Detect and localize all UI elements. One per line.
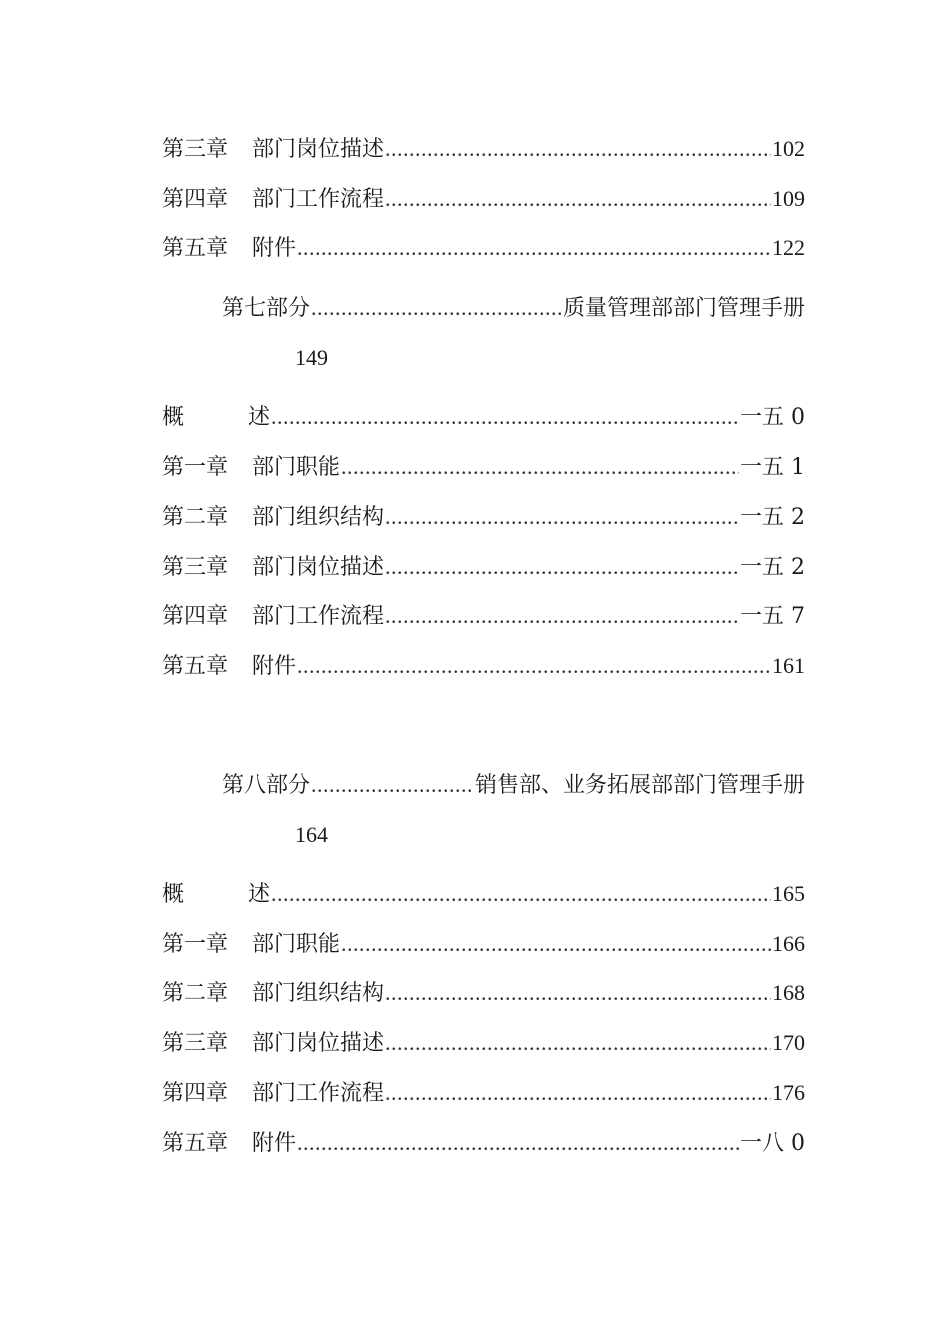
chapter-title: 部门组织结构 bbox=[252, 981, 385, 1006]
chapter-number: 第三章 bbox=[162, 137, 229, 162]
page-number: 165 bbox=[772, 881, 805, 906]
dot-leader bbox=[385, 1026, 771, 1060]
part-title: 质量管理部部门管理手册 bbox=[562, 296, 805, 321]
page-number: 109 bbox=[772, 186, 805, 211]
toc-entry-label bbox=[162, 650, 296, 684]
dot-leader bbox=[385, 550, 739, 584]
toc-entry-label bbox=[162, 878, 270, 912]
chapter-number: 第四章 bbox=[162, 1081, 229, 1106]
page-number: 一五 7 bbox=[740, 604, 805, 629]
page-number: 161 bbox=[772, 653, 805, 678]
chapter-title: 部门岗位描述 bbox=[252, 555, 385, 580]
chapter-title: 附件 bbox=[252, 1131, 297, 1156]
toc-entry[interactable] bbox=[162, 231, 805, 265]
toc-entry-overview[interactable] bbox=[162, 400, 805, 434]
chapter-number: 第二章 bbox=[162, 981, 229, 1006]
page-number: 一五 0 bbox=[740, 405, 805, 430]
page-number: 一五 2 bbox=[740, 555, 805, 580]
dot-leader bbox=[385, 132, 771, 166]
dot-leader bbox=[385, 1076, 771, 1110]
dot-leader bbox=[297, 649, 771, 683]
toc-entry-label bbox=[162, 1127, 296, 1161]
chapter-title: 部门组织结构 bbox=[252, 505, 385, 530]
chapter-number: 第三章 bbox=[162, 1031, 229, 1056]
part-heading[interactable] bbox=[222, 291, 805, 325]
toc-entry-label bbox=[162, 600, 384, 634]
dot-leader bbox=[341, 927, 771, 961]
toc-entry-label bbox=[162, 232, 296, 266]
page-number: 176 bbox=[772, 1080, 805, 1105]
dot-leader bbox=[311, 768, 474, 802]
toc-entry-label bbox=[162, 1027, 384, 1061]
dot-leader bbox=[271, 400, 739, 434]
page-number: 170 bbox=[772, 1030, 805, 1055]
chapter-number: 第四章 bbox=[162, 604, 229, 629]
dot-leader bbox=[385, 976, 771, 1010]
dot-leader bbox=[341, 450, 739, 484]
overview-label-b: 述 bbox=[248, 405, 271, 430]
chapter-title: 部门岗位描述 bbox=[252, 1031, 385, 1056]
toc-entry-label bbox=[162, 977, 384, 1011]
chapter-title: 部门职能 bbox=[252, 455, 341, 480]
dot-leader bbox=[297, 1126, 739, 1160]
toc-entry[interactable] bbox=[162, 599, 805, 633]
page-number: 122 bbox=[772, 235, 805, 260]
toc-entry-label bbox=[162, 1077, 384, 1111]
part-page-number: 149 bbox=[295, 345, 328, 370]
dot-leader bbox=[385, 182, 771, 216]
chapter-title: 部门岗位描述 bbox=[252, 137, 385, 162]
chapter-title: 附件 bbox=[252, 236, 297, 261]
part-title: 销售部、业务拓展部部门管理手册 bbox=[474, 773, 805, 798]
toc-entry[interactable] bbox=[162, 450, 805, 484]
page-number: 一五 1 bbox=[740, 455, 805, 480]
toc-entry[interactable] bbox=[162, 1026, 805, 1060]
chapter-number: 第五章 bbox=[162, 236, 229, 261]
dot-leader bbox=[385, 599, 739, 633]
overview-label-b: 述 bbox=[248, 882, 271, 907]
toc-entry-label bbox=[162, 401, 270, 435]
toc-entry[interactable] bbox=[162, 649, 805, 683]
chapter-number: 第一章 bbox=[162, 932, 229, 957]
chapter-number: 第四章 bbox=[162, 187, 229, 212]
dot-leader bbox=[385, 500, 739, 534]
chapter-title: 部门工作流程 bbox=[252, 187, 385, 212]
overview-label-a: 概 bbox=[162, 882, 185, 907]
chapter-number: 第五章 bbox=[162, 1131, 229, 1156]
chapter-title: 附件 bbox=[252, 654, 297, 679]
part-heading[interactable] bbox=[222, 768, 805, 802]
toc-entry-label bbox=[162, 133, 384, 167]
part-label: 第七部分 bbox=[222, 296, 311, 321]
toc-entry[interactable] bbox=[162, 927, 805, 961]
chapter-number: 第三章 bbox=[162, 555, 229, 580]
overview-label-a: 概 bbox=[162, 405, 185, 430]
dot-leader bbox=[311, 291, 562, 325]
toc-entry-label bbox=[162, 928, 340, 962]
dot-leader bbox=[297, 231, 771, 265]
page-number: 102 bbox=[772, 136, 805, 161]
toc-entry[interactable] bbox=[162, 976, 805, 1010]
chapter-title: 部门职能 bbox=[252, 932, 341, 957]
page-number: 168 bbox=[772, 980, 805, 1005]
part-page-number: 164 bbox=[295, 822, 328, 847]
dot-leader bbox=[271, 877, 771, 911]
chapter-title: 部门工作流程 bbox=[252, 604, 385, 629]
page-number: 一八 0 bbox=[740, 1131, 805, 1156]
toc-entry[interactable] bbox=[162, 500, 805, 534]
toc-entry[interactable] bbox=[162, 182, 805, 216]
page-number: 一五 2 bbox=[740, 505, 805, 530]
chapter-number: 第二章 bbox=[162, 505, 229, 530]
page-number: 166 bbox=[772, 931, 805, 956]
chapter-number: 第一章 bbox=[162, 455, 229, 480]
toc-entry[interactable] bbox=[162, 1126, 805, 1160]
toc-entry-label bbox=[162, 183, 384, 217]
toc-entry[interactable] bbox=[162, 132, 805, 166]
toc-entry-label bbox=[162, 451, 340, 485]
part-label: 第八部分 bbox=[222, 773, 311, 798]
toc-entry-label bbox=[162, 551, 384, 585]
toc-entry[interactable] bbox=[162, 1076, 805, 1110]
toc-entry-overview[interactable] bbox=[162, 877, 805, 911]
chapter-title: 部门工作流程 bbox=[252, 1081, 385, 1106]
chapter-number: 第五章 bbox=[162, 654, 229, 679]
toc-entry[interactable] bbox=[162, 550, 805, 584]
toc-entry-label bbox=[162, 501, 384, 535]
